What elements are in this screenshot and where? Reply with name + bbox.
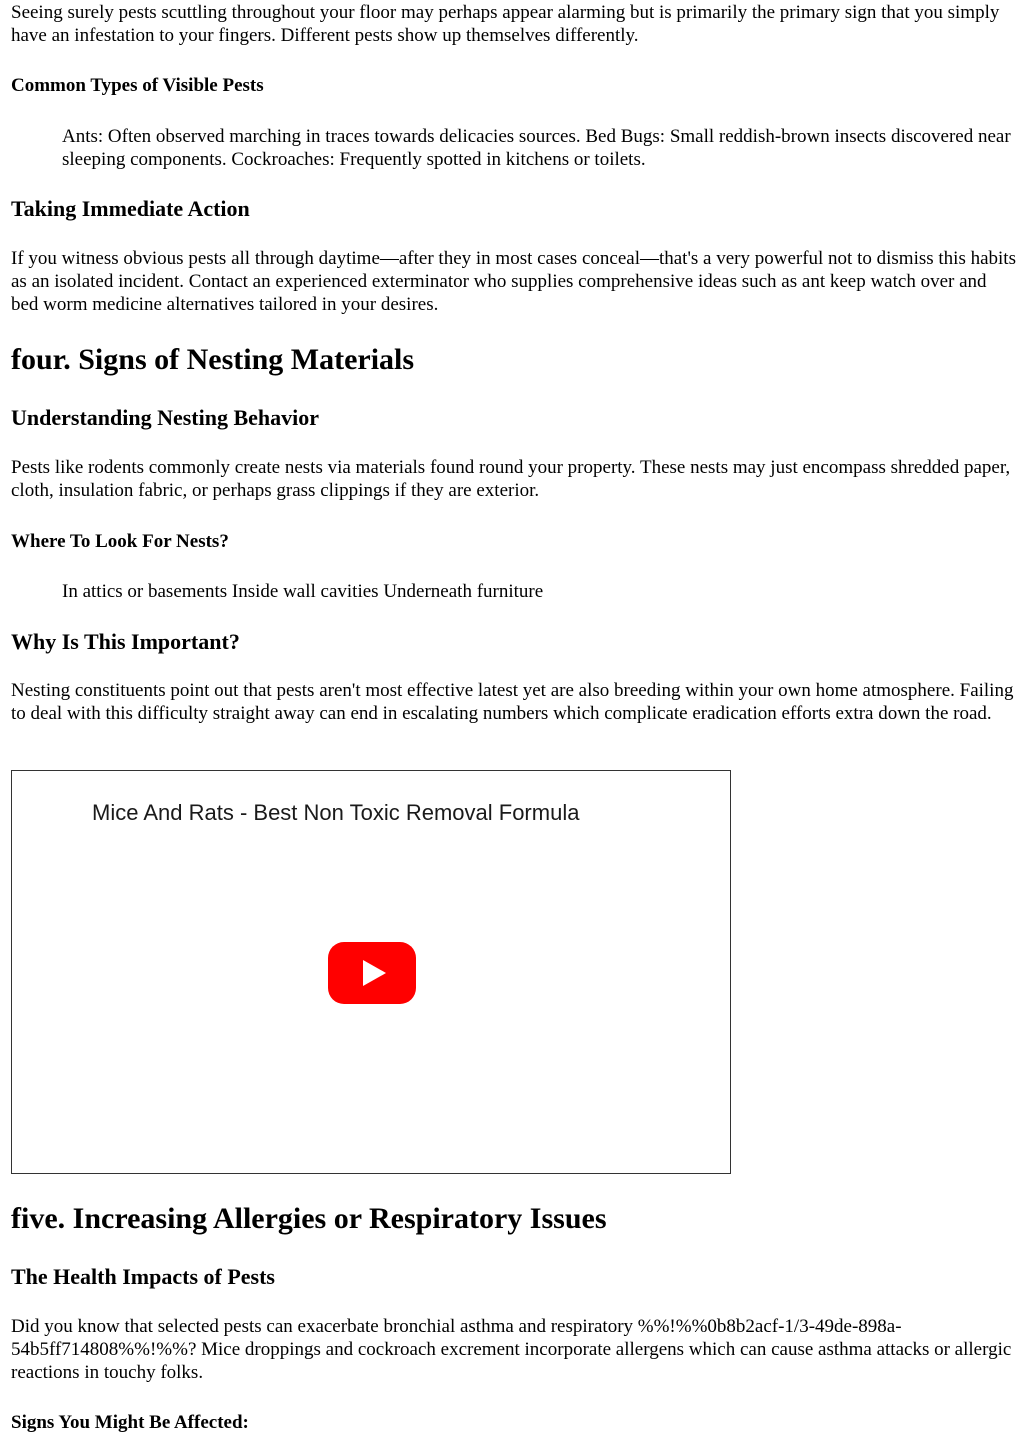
where-to-look-list: In attics or basements Inside wall cavities Underneath furniture [62,581,544,602]
nesting-behavior-heading: Understanding Nesting Behavior [11,405,320,430]
where-to-look-heading: Where To Look For Nests? [11,531,229,552]
nesting-behavior-paragraph: Pests like rodents commonly create nests via materials found round your property. These nests may just encompass shredded paper, cloth, insulation fabric, or perhaps grass clippings if they are exterior. [11,457,1011,501]
common-types-list: Ants: Often observed marching in traces towards delicacies sources. Bed Bugs: Small reddish-brown insects discovered near sleeping components. Cockroaches: Frequently spotted in kitchens or toilets. [62,126,1011,170]
section-five-heading: five. Increasing Allergies or Respiratory Issues [11,1202,607,1235]
section-four-heading: four. Signs of Nesting Materials [11,343,415,376]
video-embed[interactable] [11,770,731,1174]
common-types-heading: Common Types of Visible Pests [11,75,264,96]
video-title[interactable]: Mice And Rats - Best Non Toxic Removal Formula [92,800,580,825]
signs-affected-heading: Signs You Might Be Affected: [11,1412,249,1433]
health-impacts-paragraph: Did you know that selected pests can exacerbate bronchial asthma and respiratory %%!%%0b8b2acf-1/3-49de-898a-54b5ff714808%%!%%? Mice droppings and cockroach excrement incorporate allergens which can cause asthma attacks or allergic reactions in touchy folks. [11,1316,1012,1383]
why-important-paragraph: Nesting constituents point out that pests aren't most effective latest yet are also breeding within your own home atmosphere. Failing to deal with this difficulty straight away can end in escalating numbers which complicate eradication efforts extra down the road. [11,680,1014,724]
play-button[interactable] [328,942,416,1004]
intro-paragraph: Seeing surely pests scuttling throughout your floor may perhaps appear alarming but is primarily the primary sign that you simply have an infestation to your fingers. Different pests show up themselves differently. [11,2,1000,46]
health-impacts-heading: The Health Impacts of Pests [11,1264,275,1289]
immediate-action-paragraph: If you witness obvious pests all through daytime—after they in most cases conceal—that's a very powerful not to dismiss this habits as an isolated incident. Contact an experienced exterminator who supplies comprehensive ideas such as ant keep watch over and bed worm medicine alternatives tailored in your desires. [11,248,1016,315]
why-important-heading: Why Is This Important? [11,629,240,654]
immediate-action-heading: Taking Immediate Action [11,196,250,221]
play-icon [328,942,416,1004]
